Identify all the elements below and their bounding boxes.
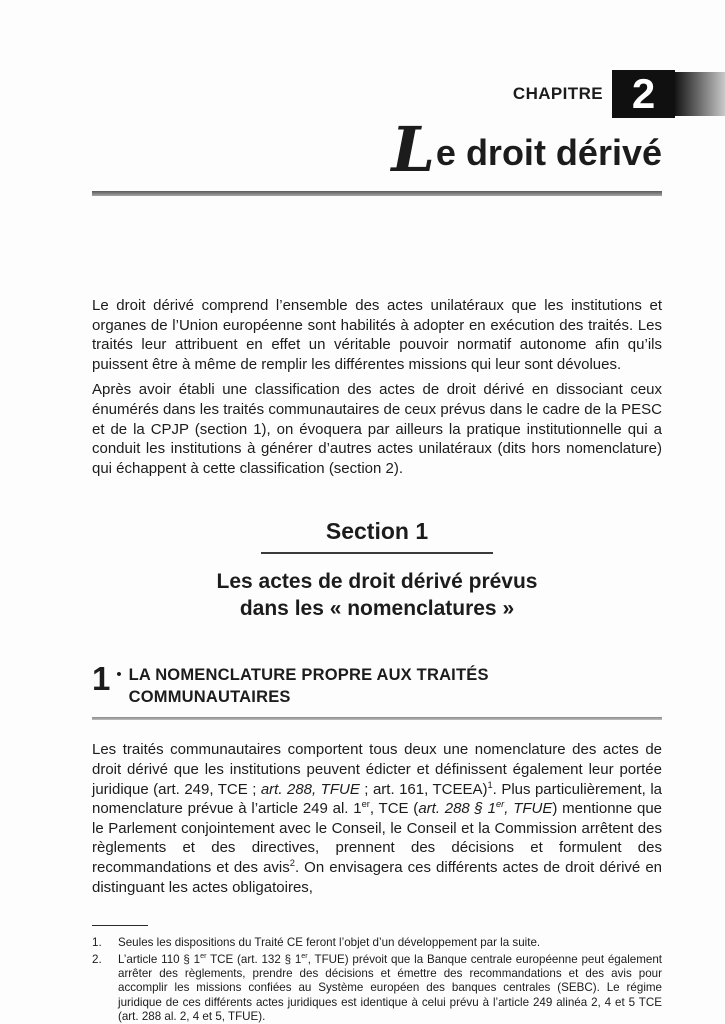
section-title <box>92 568 662 622</box>
footnote-separator <box>92 925 148 926</box>
section-heading <box>92 518 662 622</box>
page-content <box>92 296 662 1024</box>
subsection-title: LA NOMENCLATURE PROPRE AUX TRAITÉS COMMUNAUTAIRES <box>128 666 489 707</box>
footnote-2 <box>92 950 662 1024</box>
footnote-1 <box>92 936 662 950</box>
chapter-gradient-strip <box>675 72 725 116</box>
subsection-rule <box>92 717 662 720</box>
footnote-2-number: 2. <box>92 952 102 966</box>
chapter-header <box>0 70 725 118</box>
footnote-1-text: Seules les dispositions du Traité CE feront l’objet d’un développement par la suite. <box>118 936 541 950</box>
bullet-icon: • <box>116 666 122 684</box>
chapter-title-initial: L <box>391 113 435 186</box>
chapter-number-box <box>612 70 675 118</box>
intro-paragraph-2: Après avoir établi une classification des actes de droit dérivé en dissociant ceux énumérés dans les traités communautaires de ceux prévus dans le cadre de la PESC et de la CPJP (section 1), on évoquera par ailleurs la pratique institutionnelle qui a conduit les institutions à générer d’autres actes unilatéraux (dits hors nomenclature) qui échappent à cette classification (section 2). <box>92 381 662 477</box>
section-label: Section 1 <box>325 518 429 545</box>
subsection-number: 1 <box>92 660 111 698</box>
chapter-label: CHAPITRE <box>512 84 603 103</box>
section-title-line2: dans les « nomenclatures » <box>239 597 515 621</box>
chapter-title <box>391 113 662 186</box>
footnote-1-number: 1. <box>92 936 102 950</box>
footnote-2-text: L’article 110 § 1er TCE (art. 132 § 1er, TFUE) prévoit que la Banque centrale européenne peut également arrêter des règlements, prendre des décisions et émettre des recommandations et des avis pour accomplir les missions confiées au Système européen des banques centrales (SEBC). Le régime juridique de ces différents actes juridiques est identique à celui prévu à l’article 249 alinéa 2, 4 et 5 TCE (art. 288 al. 2, 4 et 5, TFUE). <box>118 950 662 1024</box>
chapter-number: 2 <box>631 70 656 117</box>
footnotes <box>92 936 662 1024</box>
chapter-title-rest: e droit dérivé <box>435 132 662 173</box>
intro-paragraph-1: Le droit dérivé comprend l’ensemble des actes unilatéraux que les institutions et organes de l’Union européenne sont habilités à adopter en exécution des traités. Les traités leur attribuent en effet un véritable pouvoir normatif autonome afin qu’ils puissent être à même de remplir les différentes missions qui leur sont dévolues. <box>92 297 662 373</box>
title-rule <box>92 191 662 196</box>
section-underline <box>261 552 493 554</box>
subsection-heading <box>92 660 662 708</box>
body-paragraph: Les traités communautaires comportent tous deux une nomenclature des actes de droit dérivé que les institutions peuvent édicter et définissent également leur portée juridique (art. 249, TCE ; art. 288, TFUE ; art. 161, TCEEA)$^1$. Plus particulièrement, la nomenclature prévue à l’article 249 al. 1er, TCE (art. 288 § 1er, TFUE) mentionne que le Parlement conjointement avec le Conseil, le Conseil et la Commission arrêtent des règlements et des directives, prennent des décisions et formulent des recommandations et des avis$^2$. On envisagera ces différents actes de droit dérivé en distinguant les actes obligatoires, <box>92 741 663 896</box>
section-title-line1: Les actes de droit dérivé prévus <box>216 570 538 594</box>
